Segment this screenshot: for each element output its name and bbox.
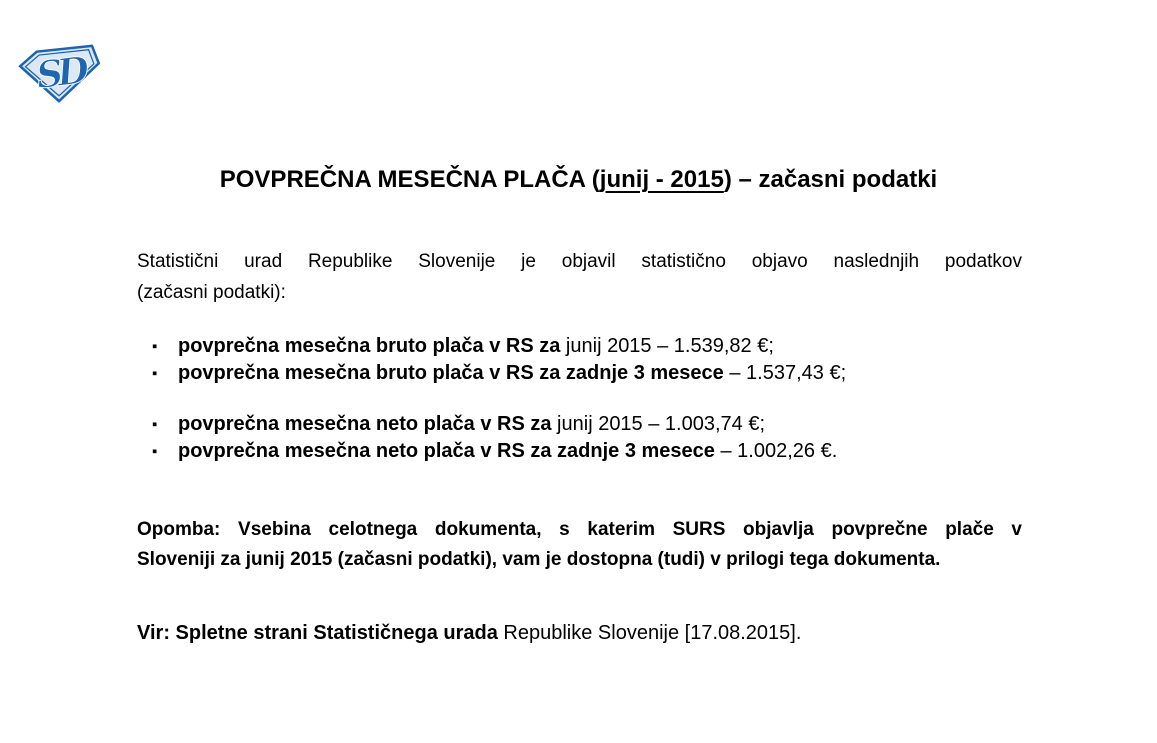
list-item xyxy=(137,438,1022,465)
bullet-square-icon: ▪ xyxy=(152,338,158,355)
page-title xyxy=(0,165,1157,195)
intro-line-2: (začasni podatki): xyxy=(137,282,286,303)
note-line-1: Opomba: Vsebina celotnega dokumenta, s katerim SURS objavlja povprečne plače v xyxy=(137,519,1022,540)
list-item xyxy=(137,333,1022,360)
bullet-text-bold: povprečna mesečna bruto plača v RS za zadnje 3 mesece xyxy=(178,362,724,384)
source-text-bold: Vir: Spletne strani Statističnega urada xyxy=(137,622,498,644)
bullet-square-icon: ▪ xyxy=(152,443,158,460)
sd-logo xyxy=(16,41,102,105)
bullet-list-net xyxy=(137,411,1022,465)
list-item xyxy=(137,411,1022,438)
intro-line-1: Statistični urad Republike Slovenije je objavil statistično objavo naslednjih podatkov xyxy=(137,251,1022,272)
sd-shield-icon xyxy=(16,41,102,105)
bullet-square-icon: ▪ xyxy=(152,365,158,382)
bullet-text-bold: povprečna mesečna neto plača v RS za xyxy=(178,413,552,435)
page-title-suffix: ) – začasni podatki xyxy=(723,166,938,193)
bullet-text-bold: povprečna mesečna bruto plača v RS za xyxy=(178,335,561,357)
source-text-regular: Republike Slovenije [17.08.2015]. xyxy=(497,622,802,644)
note-line-2: Sloveniji za junij 2015 (začasni podatki), vam je dostopna (tudi) v prilogi tega dokumenta. xyxy=(137,549,941,570)
bullet-text-regular: junij 2015 – 1.003,74 €; xyxy=(551,413,766,435)
page-title-prefix: POVPREČNA MESEČNA PLAČA ( xyxy=(219,166,600,193)
sd-logo-letters: SD xyxy=(33,47,86,98)
bullet-text-regular: – 1.002,26 €. xyxy=(714,440,838,462)
bullet-square-icon: ▪ xyxy=(152,416,158,433)
note-paragraph xyxy=(137,515,1022,575)
list-item xyxy=(137,360,1022,387)
page-title-period-underlined: junij - 2015 xyxy=(599,166,724,193)
source-line xyxy=(137,620,1022,646)
bullet-text-bold: povprečna mesečna neto plača v RS za zadnje 3 mesece xyxy=(178,440,715,462)
intro-paragraph xyxy=(137,246,1022,308)
bullet-text-regular: junij 2015 – 1.539,82 €; xyxy=(560,335,774,357)
bullet-list-gross xyxy=(137,333,1022,387)
bullet-text-regular: – 1.537,43 €; xyxy=(723,362,847,384)
